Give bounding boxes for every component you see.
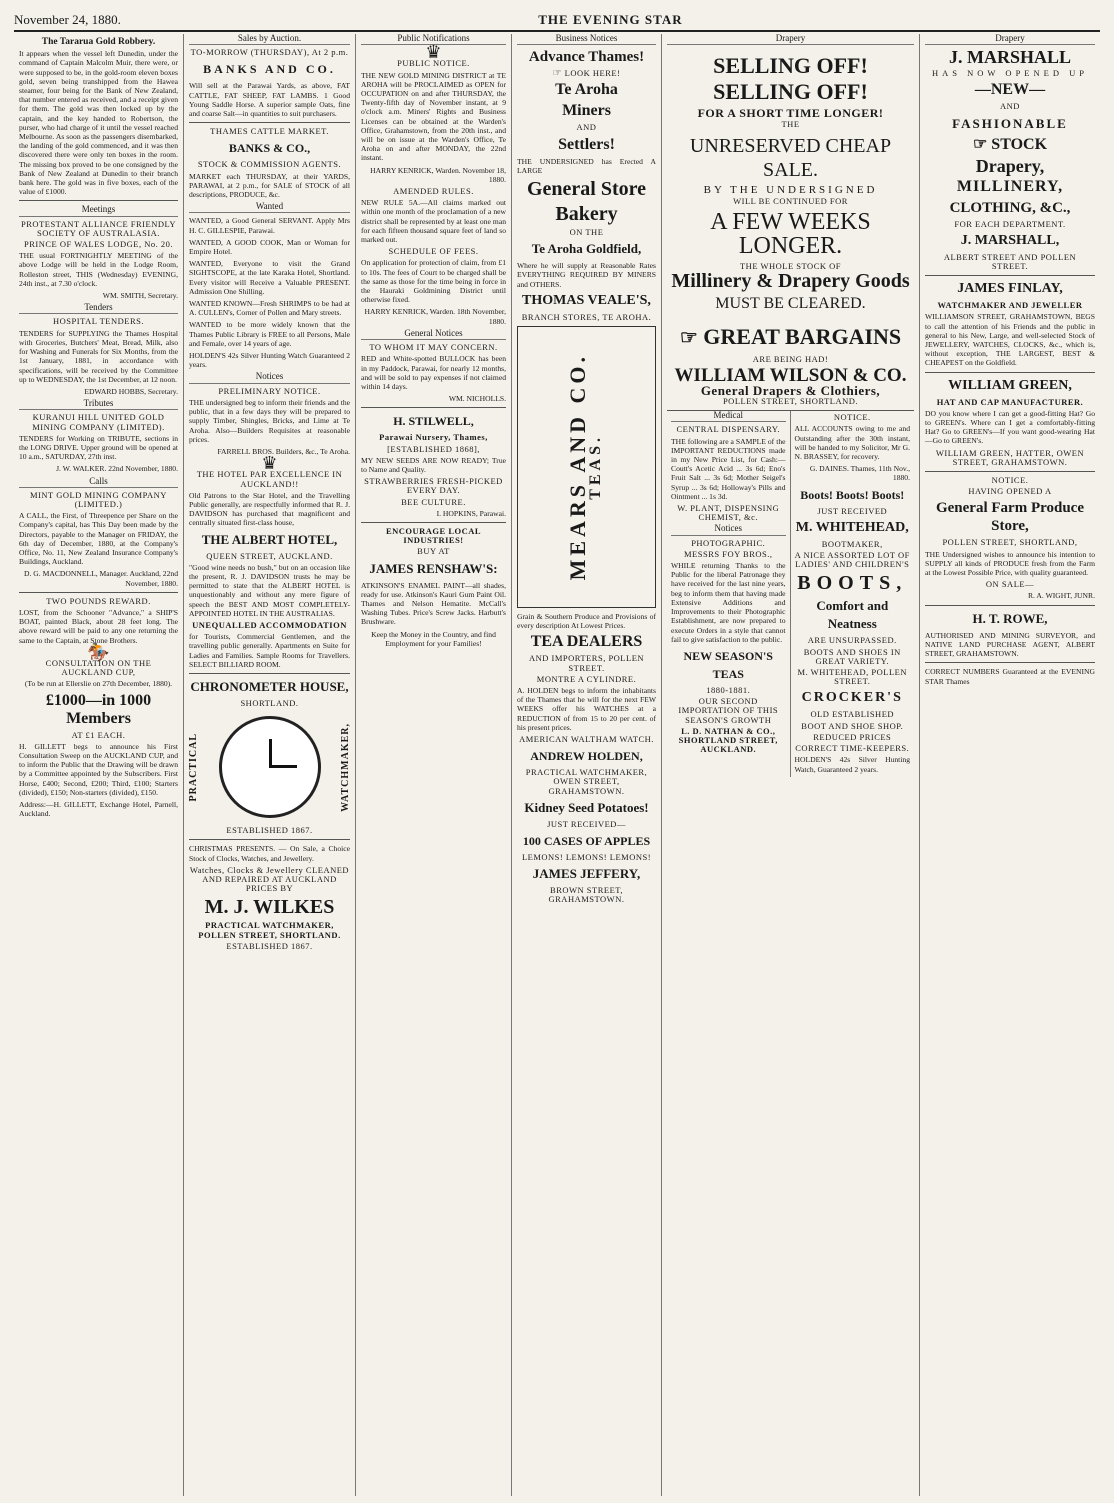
apples: 100 CASES OF APPLES bbox=[522, 834, 651, 849]
pointing-hand-icon: ☞ bbox=[679, 327, 698, 350]
wilkes-name: M. J. WILKES bbox=[204, 896, 335, 919]
fees-text: On application for protection of claim, from £1 to 10s. The fees of Court to be charged shall be the same as those for the time being in force in the Hauraki Goldmining District until otherwise fixed. bbox=[361, 258, 506, 305]
notice-text: ALL ACCOUNTS owing to me and Outstanding after the 30th instant, will be handed to my Solicitor, Mr G. N. BRASSEY, for recovery. bbox=[794, 424, 910, 462]
holden-watch: HOLDEN'S 42s Silver Hunting Watch, Guaranteed 2 years. bbox=[794, 755, 910, 774]
just-recv: JUST RECEIVED bbox=[817, 505, 888, 516]
chrono-title: CHRONOMETER HOUSE, bbox=[190, 678, 349, 694]
produce-text: THE Undersigned wishes to announce his intention to SUPPLY all kinds of PRODUCE fresh from the Farm at the Lowest Possible Price, with quality guaranteed. bbox=[925, 549, 1095, 578]
tenders-title: HOSPITAL TENDERS. bbox=[53, 316, 144, 327]
prelim-text: THE undersigned beg to inform their friends and the public, that in a few days they will be prepared to supply Timber, Shingles, Bricks, and Lime at Te Aroha. Also—Builders Requisites at reasonable prices. bbox=[189, 397, 350, 444]
market-text: MARKET each THURSDAY, at their YARDS, PARAWAI, at 2 p.m., for SALE of STOCK of all descriptions, PRODUCE, &c. bbox=[189, 171, 350, 200]
being-had: ARE BEING HAD! bbox=[752, 354, 829, 365]
teas-vertical: TEAS. bbox=[586, 434, 604, 500]
notice-title: NOTICE. bbox=[833, 412, 871, 423]
stilwell-name: H. STILWELL, bbox=[393, 414, 474, 429]
produce-store: General Farm Produce Store, bbox=[935, 500, 1084, 535]
photographic: PHOTOGRAPHIC. bbox=[691, 537, 766, 548]
and-text: AND bbox=[576, 122, 597, 133]
look-here bbox=[517, 69, 656, 78]
store-text: Where he will supply at Reasonable Rates EVERYTHING REQUIRED BY MINERS and OTHERS. bbox=[517, 261, 656, 289]
dept-text: FOR EACH DEPARTMENT. bbox=[954, 218, 1066, 229]
calls-title: MINT GOLD MINING COMPANY (LIMITED.) bbox=[30, 489, 167, 509]
sale-firm: BANKS AND CO. bbox=[203, 62, 336, 77]
holden-sub: PRACTICAL WATCHMAKER, OWEN STREET, GRAHAMSTOWN. bbox=[525, 767, 648, 796]
great-bargains bbox=[667, 324, 914, 351]
boots-shoes: BOOTS AND SHOES IN GREAT VARIETY. bbox=[803, 646, 901, 666]
and-text-2: AND bbox=[1000, 101, 1020, 112]
stock-line bbox=[925, 136, 1095, 154]
new-teas: NEW SEASON'S TEAS bbox=[683, 648, 773, 681]
millinery-drapery: Millinery & Drapery Goods bbox=[671, 270, 910, 293]
hotel-addr: QUEEN STREET, AUCKLAND. bbox=[206, 550, 333, 561]
marshall-name: J. MARSHALL bbox=[948, 47, 1071, 68]
clothing-text: CLOTHING, &C., bbox=[949, 199, 1071, 216]
bootmaker: BOOTMAKER, bbox=[821, 538, 883, 549]
royal-crest-icon: ♛ bbox=[425, 42, 442, 63]
boots-big: BOOTS, bbox=[797, 572, 908, 595]
on-sale: ON SALE— bbox=[985, 579, 1035, 590]
produce-addr: POLLEN STREET, SHORTLAND, bbox=[942, 537, 1078, 548]
medical-header: Medical bbox=[671, 411, 786, 422]
public-notifications-header: Public Notifications bbox=[361, 34, 506, 45]
jeffery-sub: BROWN STREET, GRAHAMSTOWN. bbox=[548, 885, 625, 905]
by-undersigned: BY THE UNDERSIGNED bbox=[703, 183, 878, 196]
calls-sign: D. G. MACDONNELL, Manager. Auckland, 22nd November, 1880. bbox=[24, 569, 178, 588]
meetings-lodge: PRINCE OF WALES LODGE, No. 20. bbox=[24, 239, 173, 250]
drapers-clothiers: General Drapers & Clothiers, bbox=[700, 382, 881, 398]
column-4 bbox=[512, 34, 662, 1496]
wanted-4: WANTED KNOWN—Fresh SHRIMPS to be had at A. CULLEN's, Corner of Pollen and Mary streets. bbox=[189, 299, 350, 318]
wanted-6: HOLDEN'S 42s Silver Hunting Watch Guaranteed 2 years. bbox=[189, 351, 350, 370]
hotel-text2: "Good wine needs no bush," but on an occasion like the present, R. J. DAVIDSON trusts he may be permitted to state that the ALBERT HOTEL is unquestionably and without any mere figure of speech the BEST AND MOST COMPLETELY-APPOINTED HOTEL IN THE AUSTRALIAS. bbox=[189, 562, 350, 618]
robbery-article: It appears when the vessel left Dunedin, under the command of Captain Malcolm Muir, there were, or were supposed to be, in the gold-room eleven boxes gold, seven being transhipped from the Hawea steamer, four being for the Bank of New Zealand, that number entered as received, and a receipt given for them. The gold was then locked up by the captain, and the key handed to Robertson, the purser, who had charge of it until the vessel reached Melbourne. As soon as the passengers disembarked, the landing of the gold commenced, and it was then discovered there were only ten boxes in the room. The missing box proved to be one consigned by the Bank of New Zealand at Dunedin to their branch bank here. The gold was in five boxes, each of the value of £1000. bbox=[19, 49, 178, 197]
column-1 bbox=[14, 34, 184, 1496]
correct-numbers: CORRECT NUMBERS Guaranteed at the EVENING STAR Thames bbox=[925, 667, 1095, 686]
meetings-org: PROTESTANT ALLIANCE FRIENDLY SOCIETY OF AUSTRALASIA. bbox=[21, 218, 176, 238]
whitehead2: M. WHITEHEAD, POLLEN STREET. bbox=[797, 667, 907, 687]
whitehead: M. WHITEHEAD, bbox=[795, 519, 909, 535]
look-here-text: LOOK HERE! bbox=[564, 68, 621, 79]
finlay-text: WILLIAMSON STREET, GRAHAMSTOWN, BEGS to call the attention of his Friends and the public in general to his New, Large, and well-selected Stock of JEWELLERY, WATCHES, CLOCKS, &c., which is, without exception, THE LARGEST, BEST & CHEAPEST on the Goldfield. bbox=[925, 312, 1095, 368]
bee-culture: BEE CULTURE. bbox=[401, 496, 466, 507]
horse-race-icon: 🏇 bbox=[87, 641, 110, 662]
shoe-shop: BOOT AND SHOE SHOP. bbox=[801, 720, 904, 731]
consult-text: H. GILLETT begs to announce his First Consultation Sweep on the AUCKLAND CUP, and to inform the Public that the Drawing will be drawn by a Committee appointed by the Subscribers. First Horse, £400; Second, £200; Third, £100; Starters (divided), £150; Non-starters (divided), £150. bbox=[19, 741, 178, 797]
time-keepers: CORRECT TIME-KEEPERS. bbox=[795, 743, 910, 754]
reduced-prices: REDUCED PRICES bbox=[813, 731, 892, 742]
drapery-text: Drapery, bbox=[975, 155, 1045, 176]
meetings-sign: WM. SMITH, Secretary. bbox=[102, 291, 178, 301]
foy-bros: MESSRS FOY BROS., bbox=[684, 548, 773, 559]
notice-sign: G. DAINES. Thames, 11th Nov., 1880. bbox=[809, 464, 910, 483]
col5-notices-header: Notices bbox=[671, 524, 786, 535]
market-firm: BANKS & CO., bbox=[228, 141, 311, 156]
consult-sub: (To be run at Ellerslie on 27th December, 1880). bbox=[24, 679, 173, 689]
marshall-name-2: J. MARSHALL, bbox=[960, 232, 1060, 248]
mears-teas-block bbox=[517, 326, 656, 608]
pointing-hand-icon: ☞ bbox=[972, 135, 988, 153]
nursery-est: [ESTABLISHED 1868], bbox=[387, 443, 480, 454]
unreserved-sale: UNRESERVED CHEAP SALE. bbox=[689, 134, 892, 181]
unsurpassed: ARE UNSURPASSED. bbox=[807, 635, 897, 646]
general-store: General Store bbox=[526, 178, 647, 201]
notices-header: Notices bbox=[189, 372, 350, 383]
green-sub: HAT AND CAP MANUFACTURER. bbox=[936, 396, 1084, 407]
calls-header: Calls bbox=[19, 477, 178, 488]
xmas-text2: Watches, Clocks & Jewellery CLEANED AND REPAIRED AT AUCKLAND PRICES BY bbox=[189, 864, 350, 894]
prelim-title: PRELIMINARY NOTICE. bbox=[218, 385, 321, 396]
wanted-5: WANTED to be more widely known that the Thames Public Library is FREE to all Persons, Male and Female, over 14 years of age. bbox=[189, 320, 350, 348]
stock-text: STOCK bbox=[991, 135, 1048, 153]
tenders-header: Tenders bbox=[19, 303, 178, 314]
dispensary-text: THE following are a SAMPLE of the IMPORTANT REDUCTIONS made in my New Price List, for Cash:— Coutt's Acetic Acid ... 3s 6d; Eno's Fruit Salt ... 3s 6d; Mother Seigel's Syrup ... 3s 6d; Holloway's Pills and Ointment ... 1s 3d. bbox=[671, 436, 786, 501]
column-3 bbox=[356, 34, 512, 1496]
consult-each: AT £1 EACH. bbox=[71, 729, 126, 740]
short-time: FOR A SHORT TIME LONGER! bbox=[697, 106, 884, 121]
lemons: LEMONS! LEMONS! LEMONS! bbox=[521, 852, 652, 863]
rules-text: NEW RULE 5A.—All claims marked out within one month of the proclamation of a new district shall be represented by at least one man for each fifteen thousand square feet of land so marked out. bbox=[361, 198, 506, 245]
reward-text: LOST, from the Schooner "Advance," a SHIP'S BOAT, painted Black, about 28 feet long. The above reward will be paid to any one returning the same to the Captain, at Stone Brothers. bbox=[19, 607, 178, 645]
tributes-header: Tributes bbox=[19, 399, 178, 410]
clock-icon bbox=[219, 716, 321, 818]
market-sub: STOCK & COMMISSION AGENTS. bbox=[197, 159, 342, 170]
robbery-headline: The Tararua Gold Robbery. bbox=[41, 37, 156, 47]
wilson-name: WILLIAM WILSON & CO. bbox=[674, 364, 907, 386]
crocker: CROCKER'S bbox=[801, 690, 903, 706]
consult-big: £1000—in 1000 Members bbox=[45, 691, 152, 727]
boots-head: Boots! Boots! Boots! bbox=[800, 487, 905, 502]
column-6 bbox=[920, 34, 1100, 1496]
waltham: AMERICAN WALTHAM WATCH. bbox=[519, 734, 654, 745]
tenders-text: TENDERS for SUPPLYING the Thames Hospital with Groceries, Butchers' Meat, Bread, Milk, also for Washing and Funerals for Six Months, from the 1st January, 1881, in accordance with specifications, will be received by the Committee up to WEDNESDAY, the 1st December, at 12 noon. bbox=[19, 328, 178, 384]
wanted-3: WANTED, Everyone to visit the Grand SIGHTSCOPE, at the late Karaka Hotel, Shortland. Every visitor will Receive a Valuable PRESENT. Admission One Shilling. bbox=[189, 259, 350, 296]
veale-name: THOMAS VEALE'S, bbox=[522, 292, 651, 308]
calls-text: A CALL, the First, of Threepence per Share on the Company's capital, has This Day been made by the Directors, payable to the Manager on FRIDAY, the 6th day of December, 1880, at the Company's Office, No. 11, New Zealand Insurance Company's Buildings, Auckland. bbox=[19, 511, 178, 567]
fashionable: FASHIONABLE bbox=[952, 115, 1068, 131]
nathan: L. D. NATHAN & CO., SHORTLAND STREET, AUCKLAND. bbox=[678, 725, 778, 755]
public-notice-title: PUBLIC NOTICE. bbox=[397, 58, 470, 69]
market-title: THAMES CATTLE MARKET. bbox=[210, 126, 329, 137]
goldfield: Te Aroha Goldfield, bbox=[531, 241, 642, 257]
chrono-sub: SHORTLAND. bbox=[240, 697, 299, 708]
importers: AND IMPORTERS, POLLEN STREET. bbox=[528, 653, 645, 673]
dispensary-title: CENTRAL DISPENSARY. bbox=[676, 424, 780, 435]
tributes-sign: J. W. WALKER. 22nd November, 1880. bbox=[56, 464, 178, 474]
mears-vertical: MEARS AND CO. bbox=[565, 353, 591, 581]
few-weeks: A FEW WEEKS LONGER. bbox=[710, 209, 871, 260]
hotel-head: THE HOTEL PAR EXCELLENCE IN AUCKLAND!! bbox=[196, 469, 343, 489]
veale-sub: BRANCH STORES, TE AROHA. bbox=[521, 311, 652, 322]
continued: WILL BE CONTINUED FOR bbox=[733, 195, 848, 206]
sale-date: TO-MORROW (THURSDAY), At 2 p.m. bbox=[190, 47, 349, 58]
finlay-name: JAMES FINLAY, bbox=[957, 281, 1063, 297]
newspaper-columns bbox=[14, 34, 1100, 1496]
wanted-1: WANTED, a Good General SERVANT. Apply Mrs H. C. GILLESPIE, Parawai. bbox=[189, 216, 350, 235]
just-received: JUST RECEIVED— bbox=[547, 818, 626, 829]
grain-text: Grain & Southern Produce and Provisions of every description At Lowest Prices. bbox=[517, 612, 656, 631]
meetings-header: Meetings bbox=[19, 205, 178, 216]
renshaw-text: ATKINSON'S ENAMEL PAINT—all shades, ready for use. Atkinson's Kauri Gum Paint Oil. Thames and Nelson Hematite. McCall's Washing Tubes. Price's Screw Jacks. Harbutt's Brushware. bbox=[361, 580, 506, 627]
marshall-addr: ALBERT STREET AND POLLEN STREET. bbox=[943, 251, 1077, 272]
millinery-text: MILLINERY, bbox=[956, 177, 1064, 195]
issue-date: November 24, 1880. bbox=[14, 12, 121, 27]
fees-title: SCHEDULE OF FEES. bbox=[388, 246, 479, 257]
chrono-right: WATCHMAKER, bbox=[339, 722, 351, 812]
chrono-left: PRACTICAL bbox=[188, 732, 199, 802]
selling-off: SELLING OFF! SELLING OFF! bbox=[713, 53, 868, 105]
strawberries: STRAWBERRIES FRESH-PICKED EVERY DAY. bbox=[364, 476, 503, 496]
finlay-sub: WATCHMAKER AND JEWELLER bbox=[937, 300, 1083, 311]
tenders-sign: EDWARD HOBBS, Secretary. bbox=[84, 386, 178, 396]
business-notices-header: Business Notices bbox=[517, 34, 656, 45]
subcol-left bbox=[667, 411, 791, 776]
renshaw-tail: Keep the Money in the Country, and find Employment for your Families! bbox=[371, 629, 496, 648]
nursery-name: Parawai Nursery, Thames, bbox=[379, 432, 488, 443]
settlers: Settlers! bbox=[558, 135, 615, 153]
wilkes-est: ESTABLISHED 1867. bbox=[226, 940, 313, 951]
renshaw-name: JAMES RENSHAW'S: bbox=[369, 560, 498, 576]
concern-text: RED and White-spotted BULLOCK has been in my Paddock, Parawai, for nearly 12 months, and will be sold to pay expenses if not claimed within 14 days. bbox=[361, 354, 506, 391]
season: 1880-1881. bbox=[706, 684, 751, 695]
chrono-est: ESTABLISHED 1867. bbox=[226, 825, 313, 836]
drapery-header: Drapery bbox=[667, 34, 914, 45]
column-2 bbox=[184, 34, 356, 1496]
tributes-text: TENDERS for Working on TRIBUTE, sections in the LONG DRIVE. Upper ground will be opened at 10 a.m., SATURDAY, 27th inst. bbox=[19, 433, 178, 462]
tea-dealers: TEA DEALERS bbox=[530, 633, 643, 651]
comfort: Comfort and Neatness bbox=[816, 598, 889, 632]
holden-text: A. HOLDEN begs to inform the inhabitants of the Thames that he will for the next FEW WEEKS offer his WATCHES at a REDUCTION of from 15 to 20 per cent. of his present prices. bbox=[517, 686, 656, 732]
concern-title: TO WHOM IT MAY CONCERN. bbox=[369, 342, 498, 353]
the-text: THE bbox=[781, 119, 800, 130]
green-name: WILLIAM GREEN, bbox=[948, 377, 1072, 393]
pollen-street: POLLEN STREET, SHORTLAND. bbox=[722, 396, 859, 407]
concern-sign: WM. NICHOLLS. bbox=[448, 394, 506, 404]
general-notices-header: General Notices bbox=[361, 329, 506, 340]
encourage-local: ENCOURAGE LOCAL INDUSTRIES! bbox=[385, 525, 482, 546]
must-be-cleared: MUST BE CLEARED. bbox=[715, 295, 866, 313]
whole-stock: THE WHOLE STOCK OF bbox=[739, 261, 841, 272]
rowe-name: H. T. ROWE, bbox=[972, 610, 1048, 626]
importation: OUR SECOND IMPORTATION OF THIS SEASON'S GROWTH bbox=[678, 696, 779, 725]
erected-text: THE UNDERSIGNED has Erected A LARGE bbox=[517, 156, 656, 175]
pointing-hand-icon: ☞ bbox=[552, 68, 563, 80]
fees-sign: HARRY KENRICK, Warden. 18th November, 1880. bbox=[364, 307, 506, 326]
bee-sign: I. HOPKINS, Parawai. bbox=[436, 508, 506, 518]
having-opened: HAVING OPENED A bbox=[968, 486, 1052, 497]
hotel-accom: UNEQUALLED ACCOMMODATION bbox=[192, 619, 347, 630]
auction-header: Sales by Auction. bbox=[189, 34, 350, 45]
public-notice-sign: HARRY KENRICK, Warden. November 18, 1880. bbox=[370, 165, 506, 184]
public-notice-text: THE NEW GOLD MINING DISTRICT at TE AROHA will be PROCLAIMED as OPEN for OCCUPATION on and after THURSDAY, the Twenty-fifth day of November instant, at 9 o'clock a.m. Miners' Rights and Business Licenses can be obtained at the Warden's Office, Grahamstown, from the 20th inst., and will be on issue at the Warden's Office, Te Aroha on and after MONDAY, the 22nd instant. bbox=[361, 70, 506, 163]
nursery-text: MY NEW SEEDS ARE NOW READY; True to Name and Quality. bbox=[361, 455, 506, 474]
newspaper-title: THE EVENING STAR bbox=[538, 12, 683, 27]
masthead bbox=[14, 6, 1100, 32]
jeffery-name: JAMES JEFFERY, bbox=[532, 866, 641, 882]
meetings-text: THE usual FORTNIGHTLY MEETING of the above Lodge will be held in the Lodge Room, Rolleston street, THIS (Wednesday) EVENING, 24th inst., at 7.30 o'clock. bbox=[19, 251, 178, 288]
hotel-text3: for Tourists, Commercial Gentlemen, and the travelling public generally. Apartments en Suite for Ladies and Families. Sample Rooms for Travellers. SELECT BILLIARD ROOM. bbox=[189, 632, 350, 669]
rules-title: AMENDED RULES. bbox=[393, 186, 474, 197]
tributes-title: KURANUI HILL UNITED GOLD MINING COMPANY (LIMITED). bbox=[32, 412, 165, 432]
assorted: A NICE ASSORTED LOT OF LADIES' AND CHILDREN'S bbox=[794, 550, 910, 570]
drapery-header-2: Drapery bbox=[925, 34, 1095, 45]
advance-thames: Advance Thames! bbox=[528, 49, 645, 66]
wight-sign: R. A. WIGHT, JUNR. bbox=[1027, 591, 1095, 601]
buy-at: BUY AT bbox=[417, 546, 450, 557]
green-sign: WILLIAM GREEN, HATTER, OWEN STREET, GRAHAMSTOWN. bbox=[935, 447, 1085, 467]
chrono-clock-block bbox=[189, 710, 350, 824]
foy-text: WHILE returning Thanks to the Public for the liberal Patronage they have received for the last nine years, beg to inform them that having made Extensive Additions and Improvements to their Photographic Establishment, are now prepared to execute Orders in a style that cannot fail to give satisfaction to the public. bbox=[671, 561, 786, 644]
kidney-potatoes: Kidney Seed Potatoes! bbox=[524, 799, 649, 815]
rowe-text: AUTHORISED AND MINING SURVEYOR, and NATIVE LAND PURCHASE AGENT, ALBERT STREET, GRAHAMSTOWN. bbox=[925, 630, 1095, 659]
reward-title: TWO POUNDS REWARD. bbox=[46, 595, 151, 606]
on-the: ON THE bbox=[569, 227, 604, 238]
has-now: HAS NOW OPENED UP bbox=[932, 68, 1088, 79]
drapery-subcolumns bbox=[667, 410, 914, 776]
green-text: DO you know where I can get a good-fitting Hat? Go to GREEN's. Where can I get a comfortably-fitting Hat? Go to GREEN's—If you want good-wearing Hat—Go to GREEN's. bbox=[925, 408, 1095, 446]
old-est: OLD ESTABLISHED bbox=[810, 709, 895, 720]
notice-title-2: NOTICE. bbox=[991, 475, 1029, 486]
wanted-header: Wanted bbox=[189, 202, 350, 213]
royal-crest-icon: ♛ bbox=[261, 453, 278, 474]
hotel-name: THE ALBERT HOTEL, bbox=[201, 531, 338, 547]
consult-sign: Address:—H. GILLETT, Exchange Hotel, Parnell, Auckland. bbox=[19, 800, 178, 819]
montre: MONTRE A CYLINDRE. bbox=[536, 673, 637, 684]
column-5 bbox=[662, 34, 920, 1496]
subcol-right bbox=[791, 411, 915, 776]
wilkes-sub: PRACTICAL WATCHMAKER, POLLEN STREET, SHORTLAND. bbox=[198, 920, 341, 940]
wanted-2: WANTED, A GOOD COOK, Man or Woman for Empire Hotel. bbox=[189, 237, 350, 257]
consult-title: CONSULTATION ON THE AUCKLAND CUP, bbox=[45, 657, 152, 678]
sale-text: Will sell at the Parawai Yards, as above, FAT CATTLE, FAT SHEEP, FAT LAMBS. 1 Good Young Saddle Horse. A superior sample Oats, fine and coarse Salt—in quantities to suit purchasers. bbox=[189, 81, 350, 119]
holden-name: ANDREW HOLDEN, bbox=[530, 749, 643, 764]
te-aroha: Te Aroha bbox=[555, 81, 618, 99]
new-text: —NEW— bbox=[974, 81, 1046, 99]
bakery: Bakery bbox=[555, 203, 618, 226]
hotel-text: Old Patrons to the Star Hotel, and the Travelling Public generally, are respectfully informed that R. J. DAVIDSON has purchased that magnificent and centrally situated first-class house, bbox=[189, 490, 350, 528]
xmas-text: CHRISTMAS PRESENTS. — On Sale, a Choice Stock of Clocks, Watches, and Jewellery. bbox=[189, 844, 350, 863]
great-bargains-text: GREAT BARGAINS bbox=[703, 324, 902, 350]
prelim-sign: FARRELL BROS. Builders, &c., Te Aroha. bbox=[217, 446, 350, 456]
plant-chemist: W. PLANT, DISPENSING CHEMIST, &c. bbox=[677, 503, 780, 523]
miners: Miners bbox=[562, 102, 611, 120]
